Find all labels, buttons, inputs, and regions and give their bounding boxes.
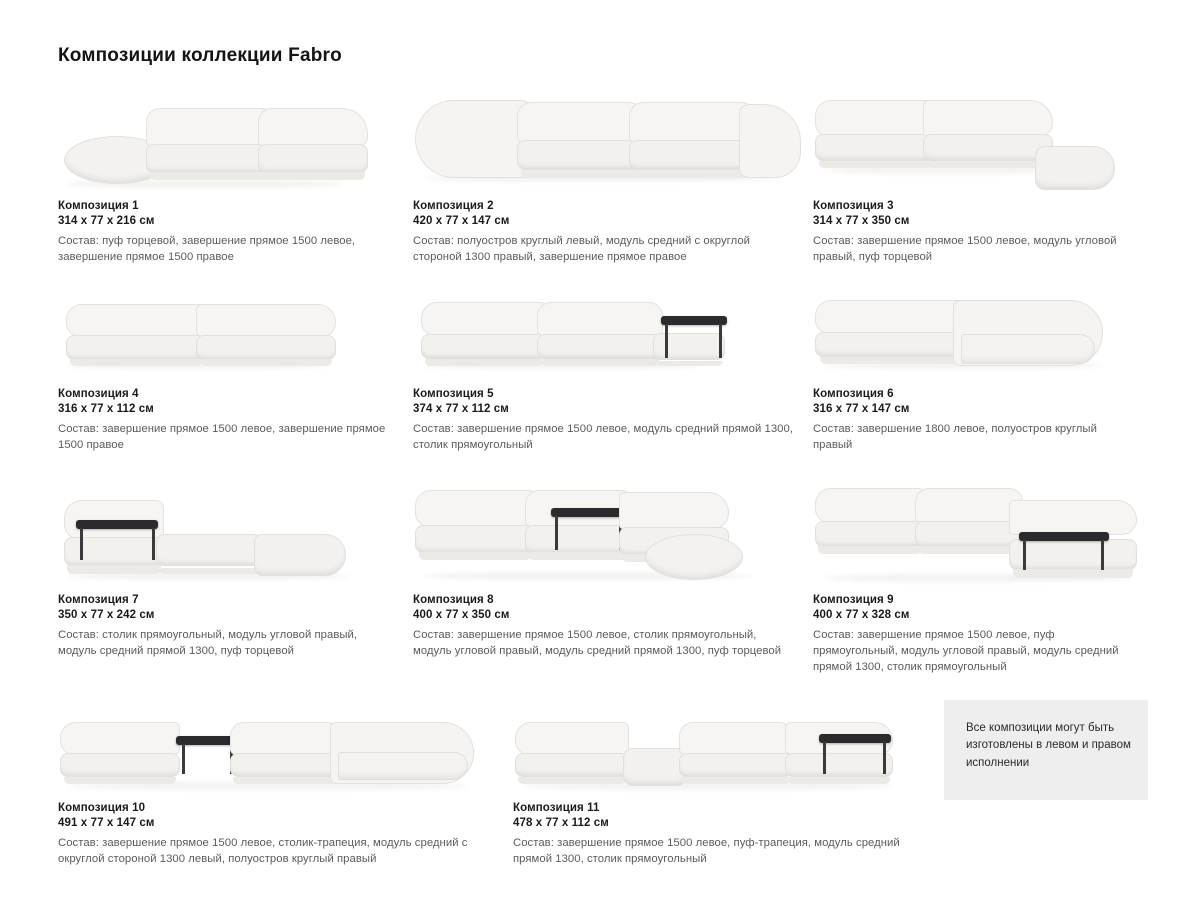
composition-card-9 [813, 482, 1148, 676]
rectangular-table [551, 508, 627, 517]
composition-dimensions: 316 х 77 х 147 см [813, 402, 910, 415]
composition-image-10 [58, 714, 495, 798]
composition-dimensions: 478 х 77 х 112 см [513, 816, 609, 829]
seat-module [815, 100, 935, 168]
table-leg [1023, 540, 1026, 570]
note-text: Все композиции могут быть изготовлены в левом и правом исполнении [966, 722, 1131, 769]
composition-image-11 [513, 714, 915, 798]
peninsula-seat [338, 752, 468, 780]
composition-row [58, 296, 1148, 454]
composition-name: Композиция 6 [813, 387, 894, 400]
composition-card-1 [58, 88, 413, 266]
rectangular-table [1019, 532, 1109, 541]
table-leg [719, 324, 722, 358]
composition-dimensions: 400 х 77 х 350 см [413, 608, 510, 621]
composition-name: Композиция 8 [413, 593, 494, 606]
composition-card-2 [413, 88, 813, 266]
composition-description: Состав: завершение прямое 1500 левое, столик-трапеция, модуль средний с округлой стороной 1300 левый, полуостров круглый правый [58, 836, 468, 865]
rectangular-table [819, 734, 891, 743]
composition-name: Композиция 2 [413, 200, 494, 212]
seat-module [156, 522, 262, 574]
composition-card-10 [58, 714, 513, 868]
composition-image-1 [58, 88, 395, 196]
composition-card-7 [58, 482, 413, 676]
table-leg [80, 528, 83, 560]
composition-name: Композиция 9 [813, 593, 894, 606]
composition-dimensions: 374 х 77 х 112 см [413, 402, 509, 415]
composition-row [58, 482, 1148, 676]
composition-dimensions: 316 х 77 х 112 см [58, 402, 154, 415]
composition-name: Композиция 1 [58, 200, 139, 212]
composition-description: Состав: завершение прямое 1500 левое, столик прямоугольный, модуль угловой правый, модуль средний прямой 1300, пуф торцевой [413, 628, 782, 657]
seat-module [258, 108, 368, 180]
composition-dimensions: 420 х 77 х 147 см [413, 215, 510, 227]
table-leg [152, 528, 155, 560]
seat-module [60, 722, 180, 784]
composition-description: Состав: завершение прямое 1500 левое, модуль угловой правый, пуф торцевой [813, 235, 1117, 264]
composition-dimensions: 350 х 77 х 242 см [58, 608, 155, 621]
seat-module [785, 722, 893, 784]
composition-description: Состав: пуф торцевой, завершение прямое 1500 левое, завершение прямое 1500 правое [58, 235, 356, 264]
seat-module [517, 102, 643, 178]
composition-image-6 [813, 296, 1130, 384]
composition-image-8 [413, 482, 795, 590]
composition-name: Композиция 3 [813, 200, 894, 212]
composition-image-5 [413, 296, 795, 384]
composition-image-7 [58, 482, 395, 590]
seat-module [679, 722, 793, 784]
seat-module [537, 302, 663, 366]
composition-card-11 [513, 714, 933, 868]
composition-name: Композиция 7 [58, 593, 139, 606]
composition-name: Композиция 4 [58, 387, 139, 400]
corner-module [923, 100, 1053, 168]
composition-dimensions: 491 х 77 х 147 см [58, 816, 155, 829]
table-leg [182, 744, 185, 774]
composition-description: Состав: завершение прямое 1500 левое, модуль средний прямой 1300, столик прямоугольный [413, 422, 794, 452]
seat-module [230, 722, 340, 784]
page-title: Композиции коллекции Fabro [58, 45, 342, 66]
composition-image-4 [58, 296, 395, 384]
round-peninsula-module [415, 100, 533, 178]
table-leg [1101, 540, 1104, 570]
table-leg [823, 742, 826, 774]
composition-description: Состав: завершение 1800 левое, полуостров круглый правый [813, 422, 1097, 452]
composition-card-4 [58, 296, 413, 454]
composition-card-5 [413, 296, 813, 454]
seat-module [196, 304, 336, 366]
seat-module [415, 490, 535, 560]
peninsula-seat [961, 334, 1095, 364]
composition-dimensions: 400 х 77 х 328 см [813, 608, 910, 621]
pouf-module [645, 534, 743, 580]
note-box [944, 700, 1148, 800]
composition-dimensions: 314 х 77 х 350 см [813, 215, 910, 227]
pouf-module [1035, 146, 1115, 190]
rectangular-table [76, 520, 158, 529]
seat-module [915, 488, 1023, 554]
composition-name: Композиция 10 [58, 801, 146, 814]
trapeze-pouf [623, 748, 687, 786]
composition-description: Состав: полуостров круглый левый, модуль средний с округлой стороной 1300 правый, завершение прямое правое [413, 235, 751, 264]
table-leg [665, 324, 668, 358]
composition-description: Состав: завершение прямое 1500 левое, завершение прямое 1500 правое [58, 422, 386, 452]
composition-description: Состав: столик прямоугольный, модуль угловой правый, модуль средний прямой 1300, пуф торцевой [58, 628, 358, 657]
seat-module [515, 722, 629, 784]
composition-dimensions: 314 х 77 х 216 см [58, 215, 155, 227]
seat-module [421, 302, 547, 366]
composition-name: Композиция 11 [513, 801, 600, 814]
composition-row [58, 88, 1148, 266]
seat-module [66, 304, 206, 366]
composition-card-3 [813, 88, 1148, 266]
table-leg [883, 742, 886, 774]
composition-card-6 [813, 296, 1148, 454]
rectangular-table [661, 316, 727, 325]
trapeze-table [176, 736, 238, 745]
pouf-module [254, 534, 346, 576]
corner-module [64, 500, 164, 574]
composition-card-8 [413, 482, 813, 676]
seat-module [815, 488, 925, 554]
composition-image-3 [813, 88, 1130, 196]
composition-name: Композиция 5 [413, 387, 494, 400]
straight-end-module [739, 104, 801, 178]
composition-image-9 [813, 482, 1130, 590]
seat-module [653, 322, 725, 366]
seat-module [146, 108, 276, 180]
seat-module [815, 300, 965, 364]
composition-image-2 [413, 88, 795, 196]
composition-description: Состав: завершение прямое 1500 левое, пуф-трапеция, модуль средний прямой 1300, столик прямоугольный [513, 836, 900, 865]
composition-description: Состав: завершение прямое 1500 левое, пуф прямоугольный, модуль угловой правый, модуль средний прямой 1300, столик прямоугольный [813, 628, 1119, 674]
seat-module [629, 102, 755, 178]
table-leg [555, 516, 558, 550]
